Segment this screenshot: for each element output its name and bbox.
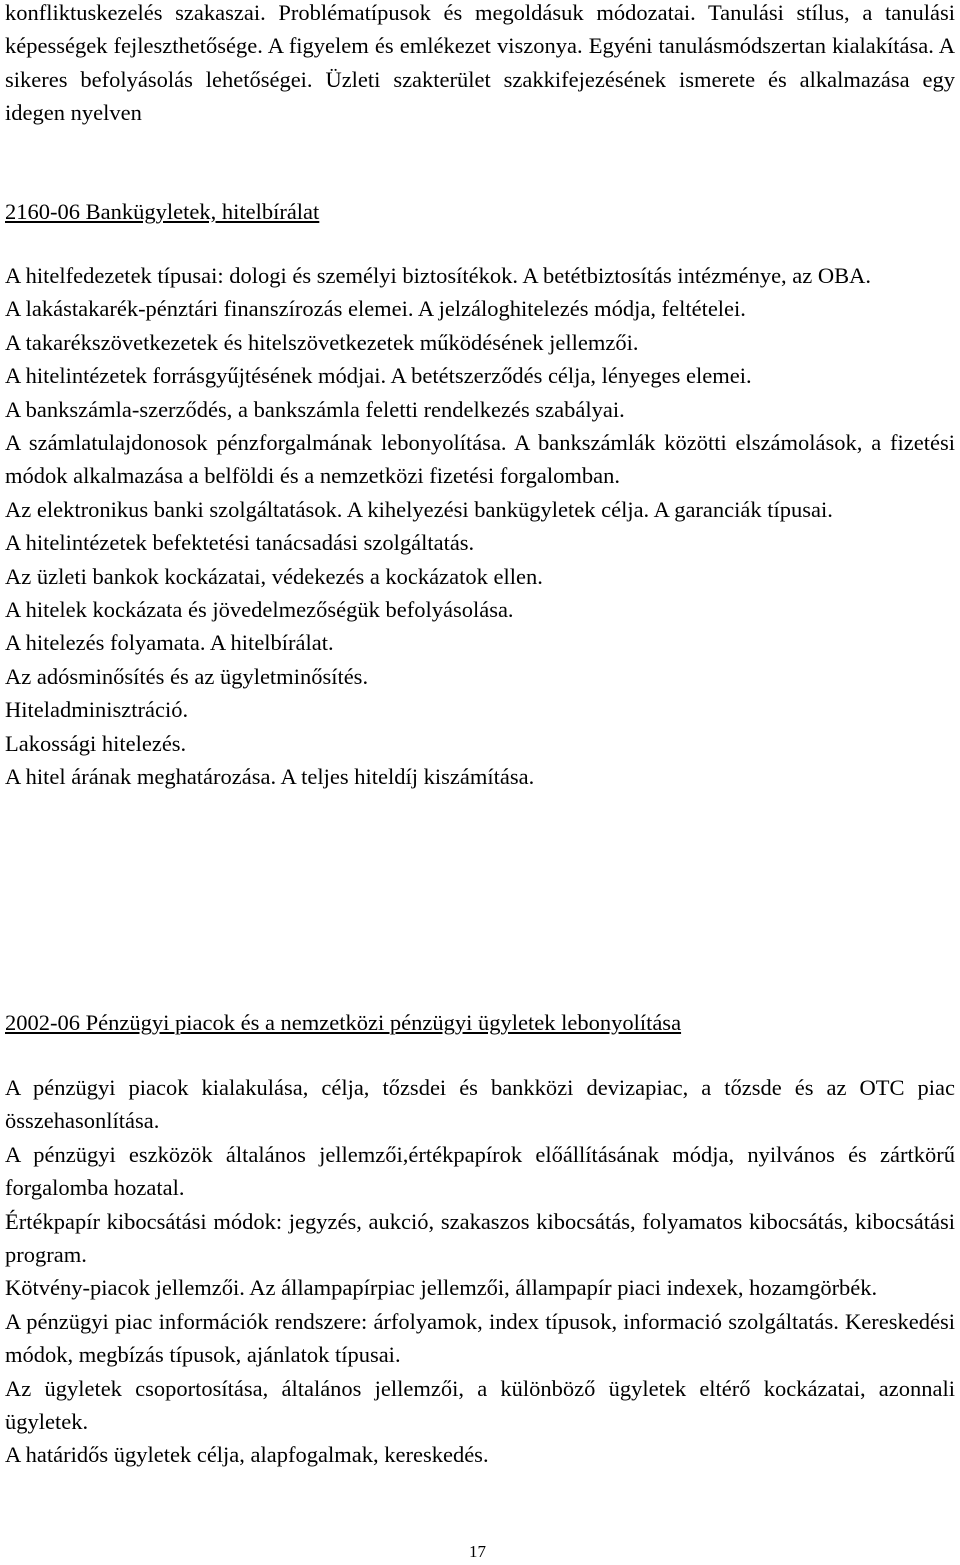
paragraph: A takarékszövetkezetek és hitelszövetkezetek működésének jellemzői. [5,329,639,355]
section-bankugyletek-content [5,259,955,794]
paragraph: A bankszámla-szerződés, a bankszámla feletti rendelkezés szabályai. [5,396,625,422]
paragraph: konfliktuskezelés szakaszai. Problématípusok és megoldásuk módozatai. Tanulási stílus, a tanulási képességek fejleszthetősége. A figyelem és emlékezet viszonya. Egyéni tanulásmódszertan kialakítása. A sikeres befolyásolás lehetőségei. Üzleti szakterület szakkifejezésének ismerete és alkalmazása egy idegen nyelven [5,0,955,126]
paragraph: A pénzügyi piac információk rendszere: árfolyamok, index típusok, informació szolgáltatás. Kereskedési módok, megbízás típusok, ajánlatok típusai. [5,1308,955,1368]
paragraph: Az adósminősítés és az ügyletminősítés. [5,663,369,689]
paragraph: Kötvény-piacok jellemzői. Az állampapírpiac jellemzői, állampapír piaci indexek, hozamgörbék. [5,1275,878,1301]
paragraph: A hitel árának meghatározása. A teljes hiteldíj kiszámítása. [5,764,535,790]
paragraph: Lakossági hitelezés. [5,730,187,756]
paragraph: A számlatulajdonosok pénzforgalmának lebonyolítása. A bankszámlák közötti elszámolások, a fizetési módok alkalmazása a belföldi és a nemzetközi fizetési forgalomban. [5,430,955,489]
section-heading-penzugyi-piacok: 2002-06 Pénzügyi piacok és a nemzetközi pénzügyi ügyletek lebonyolítása [5,1010,682,1035]
paragraph: A hitelek kockázata és jövedelmezőségük befolyásolása. [5,597,514,623]
intro-text-block [5,0,955,130]
paragraph: Hiteladminisztráció. [5,697,189,723]
paragraph: A hitelfedezetek típusai: dologi és személyi biztosítékok. A betétbiztosítás intézménye, az OBA. [5,263,872,288]
paragraph: A pénzügyi eszközök általános jellemzői,értékpapírok előállításának módja, nyilvános és zártkörű forgalomba hozatal. [5,1141,955,1201]
paragraph: A pénzügyi piacok kialakulása, célja, tőzsdei és bankközi devizapiac, a tőzsde és az OTC piac összehasonlítása. [5,1075,955,1134]
paragraph: Az üzleti bankok kockázatai, védekezés a kockázatok ellen. [5,563,543,589]
paragraph: A hitelezés folyamata. A hitelbírálat. [5,630,334,656]
paragraph: A hitelintézetek forrásgyűjtésének módjai. A betétszerződés célja, lényeges elemei. [5,363,752,389]
paragraph: A határidős ügyletek célja, alapfogalmak, kereskedés. [5,1442,489,1468]
paragraph: Az ügyletek csoportosítása, általános jellemzői, a különböző ügyletek eltérő kockázatai, azonnali ügyletek. [5,1375,955,1435]
paragraph: A lakástakarék-pénztári finanszírozás elemei. A jelzáloghitelezés módja, feltételei. [5,296,746,322]
paragraph: Az elektronikus banki szolgáltatások. A kihelyezési bankügyletek célja. A garanciák típusai. [5,496,833,522]
section-penzugyi-piacok-content [5,1071,955,1472]
paragraph: A hitelintézetek befektetési tanácsadási szolgáltatás. [5,530,475,556]
page-number: 17 [469,1542,486,1561]
section-heading-bankugyletek: 2160-06 Bankügyletek, hitelbírálat [5,199,320,224]
paragraph: Értékpapír kibocsátási módok: jegyzés, aukció, szakaszos kibocsátás, folyamatos kibocsátás, kibocsátási program. [5,1208,955,1268]
